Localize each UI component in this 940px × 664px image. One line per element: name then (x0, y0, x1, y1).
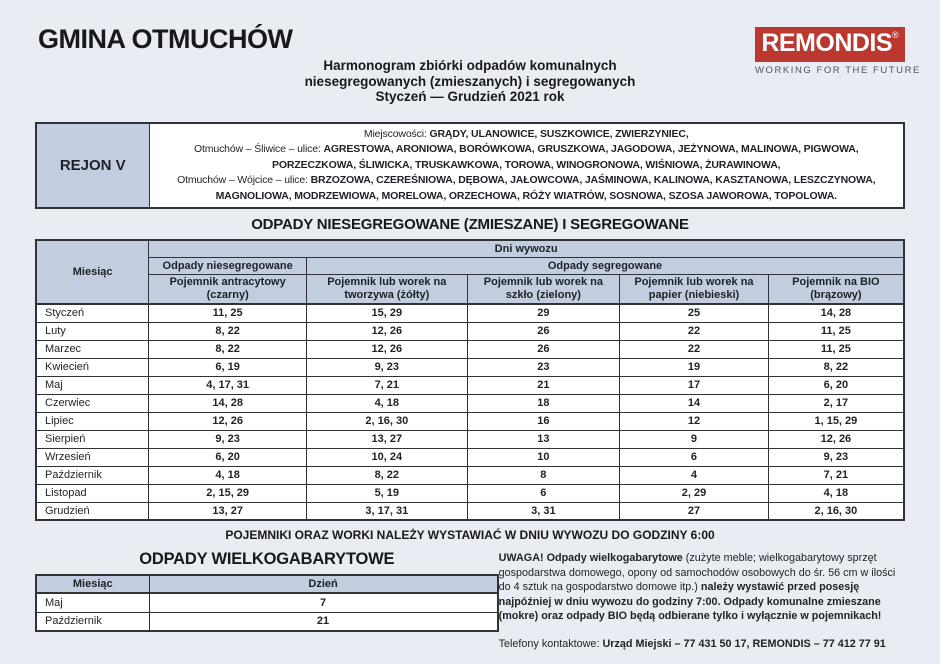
text-segment: Miejscowości: (363, 128, 430, 140)
table-row (36, 376, 904, 394)
collection-days-cell: 9, 23 (149, 430, 307, 448)
collection-days-cell: 18 (467, 394, 620, 412)
table-row (36, 448, 904, 466)
bulky-table-header (36, 575, 498, 593)
collection-days-cell: 14 (620, 394, 769, 412)
collection-days-cell: 19 (620, 358, 769, 376)
collection-days-cell: 4, 18 (149, 466, 307, 484)
table-row (36, 466, 904, 484)
remondis-logo (755, 27, 921, 76)
collection-days-cell: 26 (467, 340, 620, 358)
month-cell: Czerwiec (36, 394, 149, 412)
collection-days-cell: 13 (467, 430, 620, 448)
header-row-days (36, 240, 904, 257)
collection-days-cell: 12, 26 (307, 340, 468, 358)
group-header-unsegregated: Odpady niesegregowane (149, 257, 307, 274)
month-cell: Październik (36, 466, 149, 484)
bulky-table-body (36, 593, 498, 631)
days-header: Dni wywozu (149, 240, 904, 257)
containers-out-note: POJEMNIKI ORAZ WORKI NALEŻY WYSTAWIAĆ W DNIU WYWOZU DO GODZINY 6:00 (225, 528, 715, 543)
notes-section (499, 548, 905, 650)
column-header-yellow-container: Pojemnik lub worek na tworzywa (żółty) (307, 274, 468, 304)
table-row (36, 484, 904, 502)
collection-days-cell: 2, 17 (768, 394, 904, 412)
text-segment: (zużyte meble; wielkogabarytowy sprzęt gospodarstwa domowego, opony od samochodów osobowych do śr. 56 cm w ilości do 4 sztuk na gospodarstwo domowe itp.) (498, 552, 896, 594)
table-row (36, 430, 904, 448)
rejon-description (149, 123, 904, 208)
schedule-title-line: Styczeń — Grudzień 2021 rok (375, 89, 565, 104)
bottom-area (35, 548, 905, 650)
rejon-line (152, 142, 902, 157)
text-segment: BRZOZOWA, CZEREŚNIOWA, DĘBOWA, JAŁOWCOWA, JAŚMINOWA, KALINOWA, KASZTANOWA, LESZCZYNOWA, (310, 174, 876, 187)
bulky-waste-section (35, 548, 499, 650)
collection-days-cell: 2, 29 (620, 484, 769, 502)
column-header-blue-container: Pojemnik lub worek na papier (niebieski) (620, 274, 769, 304)
page-header (35, 0, 921, 122)
collection-days-cell: 2, 16, 30 (307, 412, 468, 430)
collection-days-cell: 29 (467, 304, 620, 322)
text-segment: PORZECZKOWA, ŚLIWICKA, TRUSKAWKOWA, TOROWA, WINOGRONOWA, WIŚNIOWA, ŻURAWINOWA, (272, 158, 781, 171)
bulky-section-title: ODPADY WIELKOGABARYTOWE (139, 550, 395, 569)
collection-days-cell: 11, 25 (768, 322, 904, 340)
collection-days-cell: 22 (620, 340, 769, 358)
collection-days-cell: 9, 23 (768, 448, 904, 466)
collection-days-cell: 7, 21 (307, 376, 468, 394)
collection-days-cell: 12, 26 (768, 430, 904, 448)
collection-days-cell: 13, 27 (149, 502, 307, 520)
month-cell: Lipiec (36, 412, 149, 430)
collection-days-cell: 8, 22 (768, 358, 904, 376)
column-header-black-container: Pojemnik antracytowy (czarny) (149, 274, 307, 304)
remondis-tagline: WORKING FOR THE FUTURE (755, 65, 921, 76)
rejon-row (36, 123, 904, 208)
remondis-wordmark: REMONDIS (761, 29, 893, 57)
collection-days-cell: 8 (467, 466, 620, 484)
collection-days-cell: 4, 17, 31 (149, 376, 307, 394)
collection-days-cell: 4, 18 (768, 484, 904, 502)
collection-days-cell: 16 (467, 412, 620, 430)
bulky-waste-notice (499, 551, 905, 624)
collection-days-cell: 4 (620, 466, 769, 484)
table-row (36, 340, 904, 358)
bulky-month-header: Miesiąc (36, 575, 149, 593)
collection-days-cell: 11, 25 (149, 304, 307, 322)
table-row (36, 412, 904, 430)
collection-days-cell: 3, 31 (467, 502, 620, 520)
waste-schedule-table (35, 239, 905, 521)
collection-days-cell: 12 (620, 412, 769, 430)
collection-days-cell: 13, 27 (307, 430, 468, 448)
column-header-bio-container: Pojemnik na BIO (brązowy) (768, 274, 904, 304)
table-row (36, 612, 498, 631)
column-header-green-container: Pojemnik lub worek na szkło (zielony) (467, 274, 620, 304)
table-row (36, 593, 498, 612)
table-row (36, 304, 904, 322)
bulky-header-row (36, 575, 498, 593)
month-cell: Listopad (36, 484, 149, 502)
collection-days-cell: 3, 17, 31 (307, 502, 468, 520)
waste-schedule-body (36, 304, 904, 520)
text-segment: MAGNOLIOWA, MODRZEWIOWA, MORELOWA, ORZECHOWA, RÓŻY WIATRÓW, SOSNOWA, SZOSA JAWOROWA, TOPOLOWA. (215, 189, 837, 202)
text-segment: GRĄDY, ULANOWICE, SUSZKOWICE, ZWIERZYNIEC, (429, 128, 689, 140)
month-cell: Marzec (36, 340, 149, 358)
text-segment: Otmuchów – Śliwice – ulice: (194, 143, 324, 156)
table-row (36, 502, 904, 520)
collection-days-cell: 12, 26 (307, 322, 468, 340)
collection-days-cell: 22 (620, 322, 769, 340)
bulky-waste-table (35, 574, 499, 632)
text-segment: należy wystawić przed posesję najpóźniej w dniu wywozu do godziny 7:00. Odpady komunalne zmieszane (mokre) oraz odpady BIO będą odbierane tylko i wyłącznie w pojemnikach! (498, 581, 882, 623)
waste-schedule-header (36, 240, 904, 304)
text-segment: Otmuchów – Wójcice – ulice: (177, 174, 311, 187)
month-cell: Maj (36, 593, 149, 612)
rejon-line (152, 127, 902, 142)
collection-days-cell: 1, 15, 29 (768, 412, 904, 430)
contact-phones (499, 638, 905, 650)
collection-day-cell: 21 (149, 612, 498, 631)
collection-days-cell: 25 (620, 304, 769, 322)
remondis-logo-box (755, 27, 905, 62)
rejon-line (152, 189, 902, 204)
collection-days-cell: 10 (467, 448, 620, 466)
collection-days-cell: 4, 18 (307, 394, 468, 412)
table-row (36, 322, 904, 340)
schedule-title-line: Harmonogram zbiórki odpadów komunalnych (323, 58, 617, 73)
collection-days-cell: 27 (620, 502, 769, 520)
text-segment: AGRESTOWA, ARONIOWA, BORÓWKOWA, GRUSZKOWA, JAGODOWA, JEŻYNOWA, MALINOWA, PIGWOWA, (323, 143, 859, 156)
collection-days-cell: 6 (467, 484, 620, 502)
rejon-line (152, 158, 902, 173)
collection-days-cell: 6 (620, 448, 769, 466)
collection-days-cell: 23 (467, 358, 620, 376)
month-cell: Wrzesień (36, 448, 149, 466)
month-cell: Luty (36, 322, 149, 340)
collection-days-cell: 12, 26 (149, 412, 307, 430)
collection-day-cell: 7 (149, 593, 498, 612)
month-column-header: Miesiąc (36, 240, 149, 304)
table-row (36, 358, 904, 376)
text-segment: UWAGA! Odpady wielkogabarytowe (498, 552, 686, 565)
collection-days-cell: 2, 16, 30 (768, 502, 904, 520)
collection-days-cell: 14, 28 (768, 304, 904, 322)
month-cell: Kwiecień (36, 358, 149, 376)
rejon-table (35, 122, 905, 209)
collection-days-cell: 10, 24 (307, 448, 468, 466)
collection-days-cell: 6, 19 (149, 358, 307, 376)
collection-days-cell: 5, 19 (307, 484, 468, 502)
text-segment: Telefony kontaktowe: (498, 638, 603, 650)
collection-days-cell: 8, 22 (149, 340, 307, 358)
rejon-label: REJON V (36, 123, 149, 208)
header-row-groups (36, 257, 904, 274)
month-cell: Styczeń (36, 304, 149, 322)
schedule-title-line: niesegregowanych (zmieszanych) i segregowanych (304, 73, 636, 89)
collection-days-cell: 26 (467, 322, 620, 340)
municipality-title: GMINA OTMUCHÓW (38, 24, 293, 54)
month-cell: Październik (36, 612, 149, 631)
collection-days-cell: 8, 22 (149, 322, 307, 340)
collection-days-cell: 7, 21 (768, 466, 904, 484)
collection-days-cell: 17 (620, 376, 769, 394)
collection-days-cell: 11, 25 (768, 340, 904, 358)
collection-days-cell: 6, 20 (149, 448, 307, 466)
rejon-line (152, 173, 902, 188)
group-header-segregated: Odpady segregowane (307, 257, 904, 274)
collection-days-cell: 6, 20 (768, 376, 904, 394)
collection-days-cell: 14, 28 (149, 394, 307, 412)
header-row-containers (36, 274, 904, 304)
registered-trademark-icon: ® (892, 30, 899, 40)
month-cell: Maj (36, 376, 149, 394)
collection-days-cell: 9 (620, 430, 769, 448)
collection-days-cell: 21 (467, 376, 620, 394)
month-cell: Grudzień (36, 502, 149, 520)
month-cell: Sierpień (36, 430, 149, 448)
text-segment: Urząd Miejski – 77 431 50 17, REMONDIS – 77 412 77 91 (602, 638, 886, 650)
collection-days-cell: 9, 23 (307, 358, 468, 376)
collection-days-cell: 8, 22 (307, 466, 468, 484)
bulky-day-header: Dzień (149, 575, 498, 593)
collection-days-cell: 2, 15, 29 (149, 484, 307, 502)
collection-days-cell: 15, 29 (307, 304, 468, 322)
main-section-title: ODPADY NIESEGREGOWANE (ZMIESZANE) I SEGREGOWANE (251, 216, 689, 234)
table-row (36, 394, 904, 412)
